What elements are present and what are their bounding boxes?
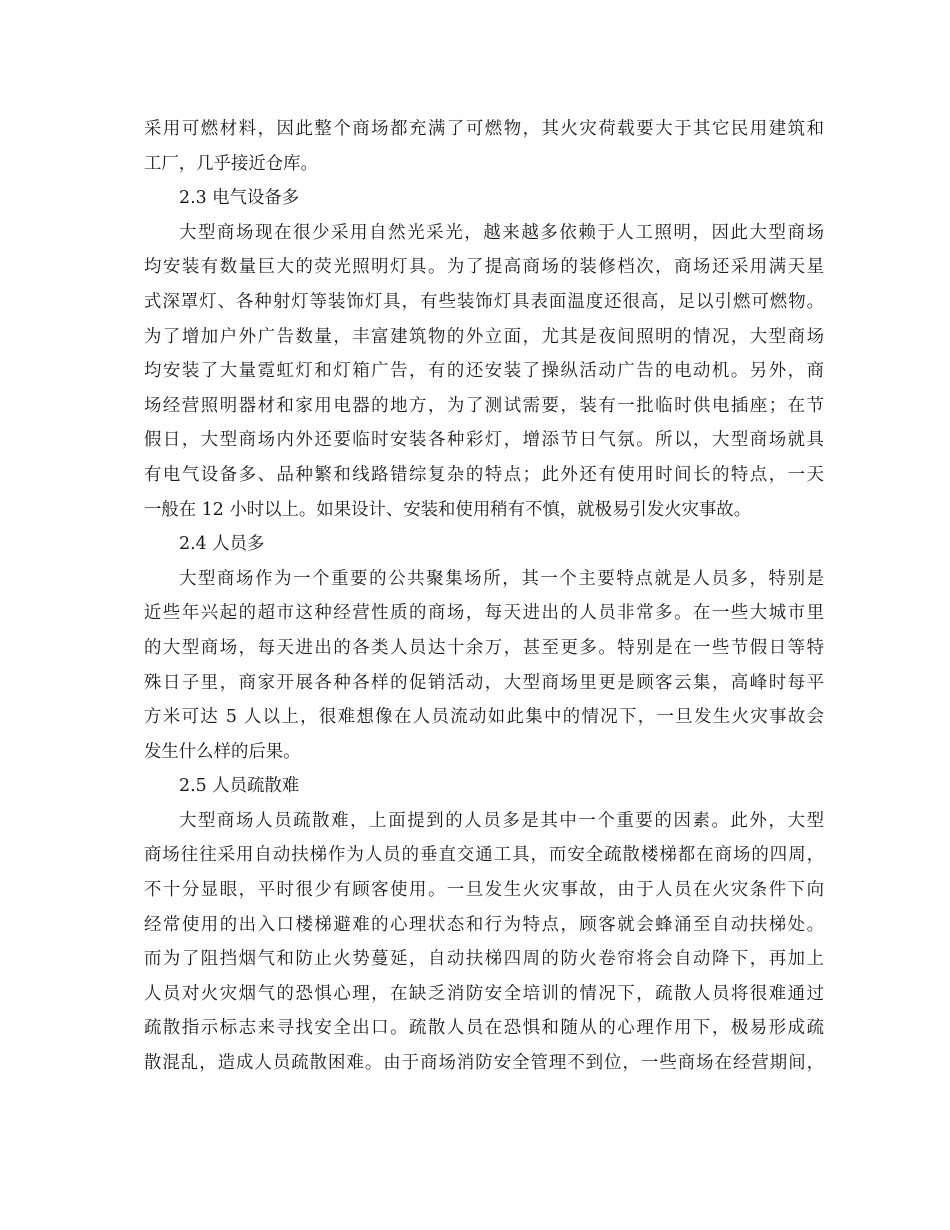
text-line: 为了增加户外广告数量，丰富建筑物的外立面，尤其是夜间照明的情况，大型商场 <box>144 326 824 347</box>
text-line: 工厂，几乎接近仓库。 <box>144 153 318 174</box>
section-heading-2-5: 2.5 人员疏散难 <box>179 776 300 797</box>
text-line: 方米可达 5 人以上，很难想像在人员流动如此集中的情况下，一旦发生火灾事故会 <box>144 707 824 728</box>
text-line: 人员对火灾烟气的恐惧心理，在缺乏消防安全培训的情况下，疏散人员将很难通过 <box>144 983 824 1004</box>
text-line: 近些年兴起的超市这种经营性质的商场，每天进出的人员非常多。在一些大城市里 <box>144 603 824 624</box>
text-line: 经常使用的出入口楼梯避难的心理状态和行为特点，顾客就会蜂涌至自动扶梯处。 <box>144 914 824 935</box>
text-line: 而为了阻挡烟气和防止火势蔓延，自动扶梯四周的防火卷帘将会自动降下，再加上 <box>144 949 824 970</box>
text-line: 商场往往采用自动扶梯作为人员的垂直交通工具，而安全疏散楼梯都在商场的四周， <box>144 845 824 866</box>
paragraph-first-line: 大型商场作为一个重要的公共聚集场所，其一个主要特点就是人员多，特别是 <box>179 568 824 589</box>
section-heading-2-4: 2.4 人员多 <box>179 534 265 555</box>
section-heading-2-3: 2.3 电气设备多 <box>179 188 300 209</box>
text-line: 均安装有数量巨大的荧光照明灯具。为了提高商场的装修档次，商场还采用满天星 <box>144 257 824 278</box>
text-line: 式深罩灯、各种射灯等装饰灯具，有些装饰灯具表面温度还很高，足以引燃可燃物。 <box>144 291 824 312</box>
text-line: 发生什么样的后果。 <box>144 741 301 762</box>
paragraph-first-line: 大型商场人员疏散难，上面提到的人员多是其中一个重要的因素。此外，大型 <box>179 810 824 831</box>
text-line: 的大型商场，每天进出的各类人员达十余万，甚至更多。特别是在一些节假日等特 <box>144 637 824 658</box>
text-line: 殊日子里，商家开展各种各样的促销活动，大型商场里更是顾客云集，高峰时每平 <box>144 672 824 693</box>
text-line: 采用可燃材料，因此整个商场都充满了可燃物，其火灾荷载要大于其它民用建筑和 <box>144 119 824 139</box>
paragraph-first-line: 大型商场现在很少采用自然光采光，越来越多依赖于人工照明，因此大型商场 <box>179 222 824 243</box>
text-line: 假日，大型商场内外还要临时安装各种彩灯，增添节日气氛。所以，大型商场就具 <box>144 430 824 451</box>
text-line: 疏散指示标志来寻找安全出口。疏散人员在恐惧和随从的心理作用下，极易形成疏 <box>144 1018 824 1039</box>
text-line: 不十分显眼，平时很少有顾客使用。一旦发生火灾事故，由于人员在火灾条件下向 <box>144 880 824 901</box>
text-line: 散混乱，造成人员疏散困难。由于商场消防安全管理不到位，一些商场在经营期间， <box>144 1053 824 1074</box>
text-line: 有电气设备多、品种繁和线路错综复杂的特点；此外还有使用时间长的特点，一天 <box>144 464 824 485</box>
text-line: 场经营照明器材和家用电器的地方，为了测试需要，装有一批临时供电插座；在节 <box>144 395 824 416</box>
text-line: 均安装了大量霓虹灯和灯箱广告，有的还安装了操纵活动广告的电动机。另外，商 <box>144 361 824 382</box>
text-line: 一般在 12 小时以上。如果设计、安装和使用稍有不慎，就极易引发火灾事故。 <box>144 499 752 520</box>
document-body <box>144 112 824 1081</box>
